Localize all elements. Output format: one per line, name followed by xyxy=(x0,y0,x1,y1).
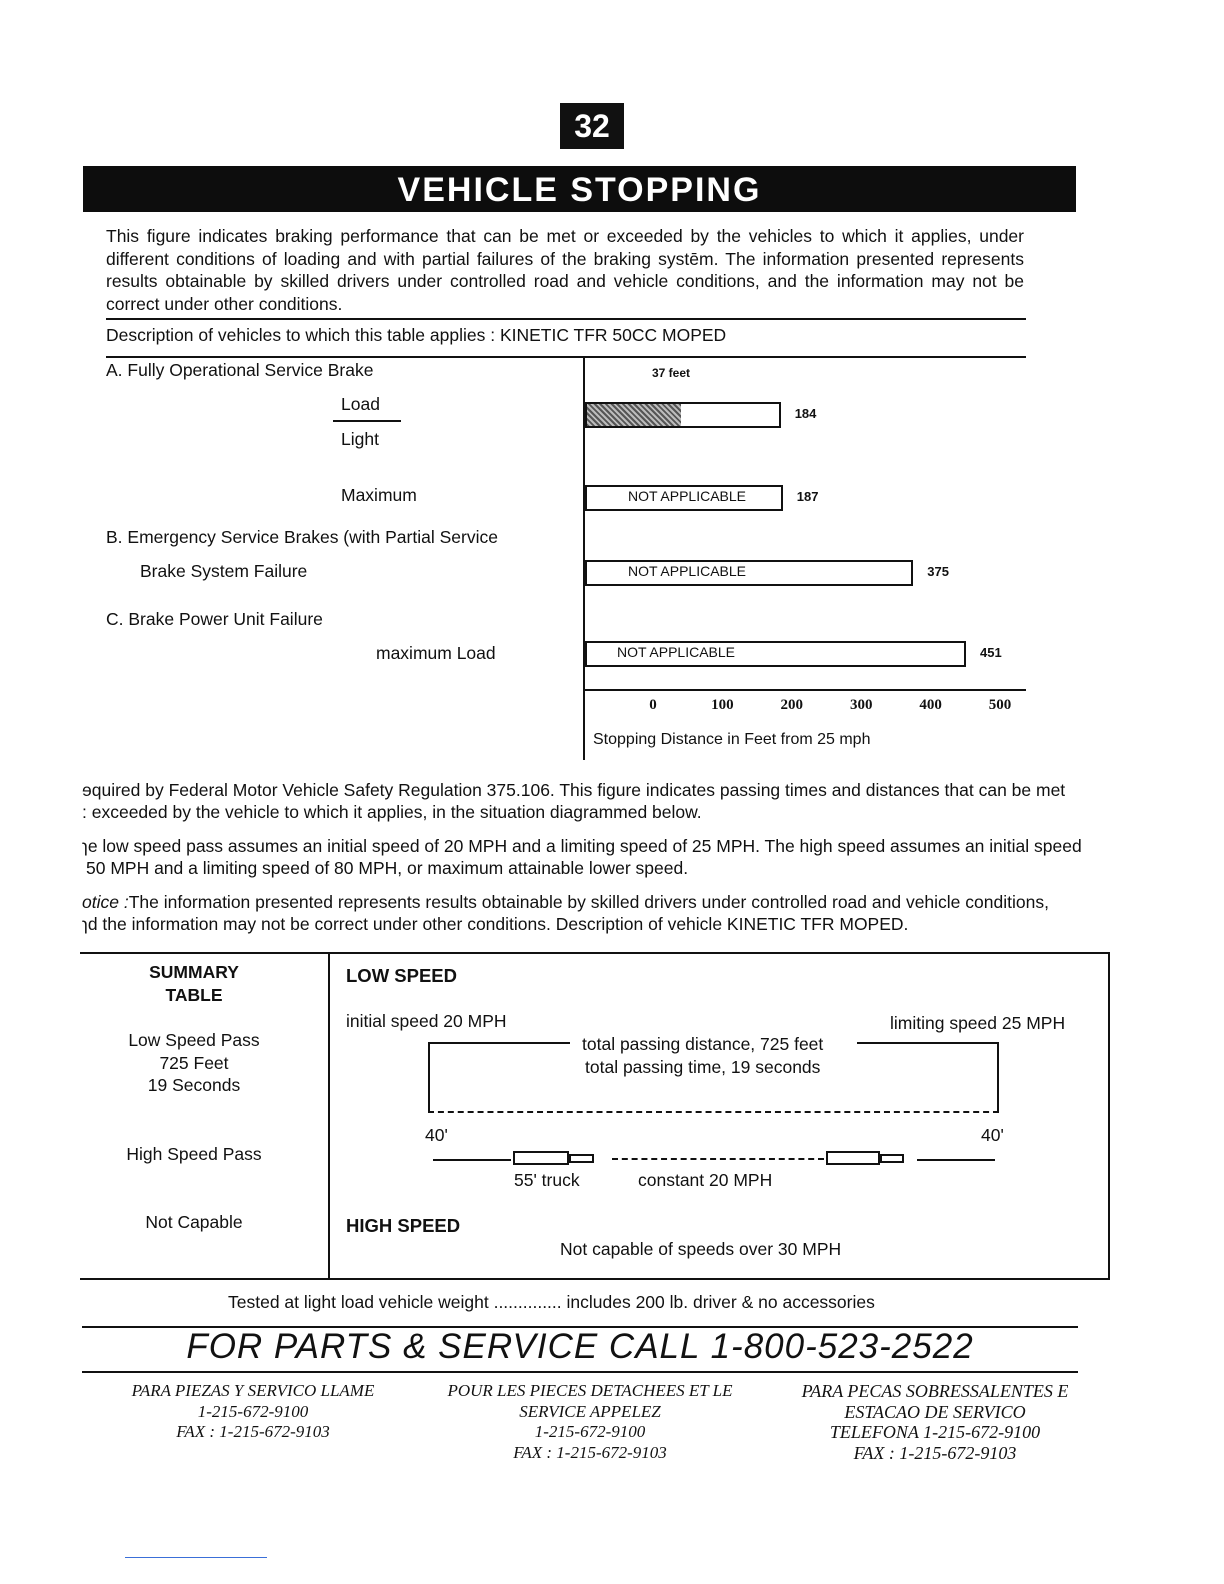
french-line-4: FAX : 1-215-672-9103 xyxy=(513,1442,667,1462)
x-tick-0: 0 xyxy=(649,697,657,713)
x-tick-300: 300 xyxy=(849,697,873,713)
table-divider xyxy=(328,952,330,1278)
x-axis-label: Stopping Distance in Feet from 25 mph xyxy=(593,731,871,748)
initial-speed: initial speed 20 MPH xyxy=(346,1011,507,1031)
left-line xyxy=(433,1159,511,1161)
regulation-line-5 xyxy=(82,891,1122,914)
service-call-line: FOR PARTS & SERVICE CALL 1-800-523-2522 xyxy=(186,1327,974,1366)
low-speed-summary xyxy=(80,1029,308,1097)
bar-text-4: NOT APPLICABLE xyxy=(617,644,736,660)
maximum-label: Maximum xyxy=(341,485,417,505)
load-label: Load xyxy=(341,394,380,414)
page-title: VEHICLE STOPPING xyxy=(83,166,1076,212)
summary-heading-2: TABLE xyxy=(165,984,223,1005)
french-line-1: POUR LES PIECES DETACHEES ET LE xyxy=(447,1381,733,1400)
intro-paragraph: This figure indicates braking performance that can be met or exceeded by the vehicles to which it applies, under different conditions of loading and with partial failures of the braking systēm. The information presented represents results obtainable by skilled drivers under controlled road and vehicle conditions, and the information may not be correct under other conditions. xyxy=(106,226,1024,314)
bracket-right xyxy=(997,1042,999,1112)
divider xyxy=(82,1371,1078,1373)
x-tick-200: 200 xyxy=(780,697,804,713)
gap-right: 40' xyxy=(981,1125,1004,1145)
notice-text: The information presented represents results obtainable by skilled drivers under controlled road and vehicle conditions, xyxy=(128,892,1049,912)
bar-text-3: NOT APPLICABLE xyxy=(628,563,747,579)
bar-value-4: 451 xyxy=(979,645,1002,660)
bottom-mark xyxy=(125,1557,267,1558)
high-speed-note: Not capable of speeds over 30 MPH xyxy=(560,1239,842,1259)
feet-note: 37 feet xyxy=(652,366,691,380)
x-tick-100: 100 xyxy=(711,697,734,713)
high-speed-heading: HIGH SPEED xyxy=(346,1215,461,1236)
page-number: 32 xyxy=(560,103,624,149)
truck-body-icon xyxy=(513,1151,569,1165)
regulation-line-6: ɿd the information may not be correct under other conditions. Description of vehicle KINETIC TFR MOPED. xyxy=(82,914,909,934)
x-tick-500: 500 xyxy=(988,697,1012,713)
vehicle-body-icon xyxy=(826,1151,880,1165)
maximum-load-label: maximum Load xyxy=(376,643,496,663)
portuguese-line-2: ESTACAO DE SERVICO xyxy=(844,1401,1026,1422)
section-c-label: C. Brake Power Unit Failure xyxy=(106,609,323,629)
bar-text-2: NOT APPLICABLE xyxy=(628,488,747,504)
bar-2 xyxy=(585,485,783,511)
notice-label: otice : xyxy=(82,892,129,912)
gap-left: 40' xyxy=(425,1125,448,1145)
bar-value-3: 375 xyxy=(927,564,949,579)
spanish-contact xyxy=(103,1381,403,1443)
bar-1 xyxy=(585,402,781,428)
french-contact xyxy=(420,1381,760,1463)
spanish-line-3: FAX : 1-215-672-9103 xyxy=(176,1422,330,1441)
limiting-speed: limiting speed 25 MPH xyxy=(890,1013,1066,1033)
portuguese-line-1: PARA PECAS SOBRESSALENTES E xyxy=(801,1381,1069,1401)
regulation-line-2: : exceeded by the vehicle to which it applies, in the situation diagrammed below. xyxy=(82,802,702,822)
bracket-top-left xyxy=(428,1042,570,1044)
bar-4 xyxy=(585,641,966,667)
vehicle-description: Description of vehicles to which this table applies : KINETIC TFR 50CC MOPED xyxy=(106,325,727,345)
spanish-line-2: 1-215-672-9100 xyxy=(197,1401,309,1421)
right-line xyxy=(917,1159,995,1161)
tested-note: Tested at light load vehicle weight .............. includes 200 lb. driver & no accessories xyxy=(228,1292,875,1312)
summary-heading xyxy=(80,961,308,1006)
high-speed-pass-label: High Speed Pass xyxy=(126,1144,262,1164)
portuguese-line-3: TELEFONA 1-215-672-9100 xyxy=(829,1422,1041,1442)
chart-x-axis xyxy=(583,689,1026,691)
constant-speed: constant 20 MPH xyxy=(638,1170,773,1190)
light-label: Light xyxy=(341,429,379,449)
bar-value-2: 187 xyxy=(796,489,819,504)
bar-3 xyxy=(585,560,913,586)
total-distance: total passing distance, 725 feet xyxy=(582,1034,824,1054)
truck-cab-icon xyxy=(569,1154,594,1163)
regulation-line-1: ɘquired by Federal Motor Vehicle Safety Regulation 375.106. This figure indicates passing times and distances that can be met xyxy=(82,780,1066,800)
bracket-dashed-baseline xyxy=(428,1111,999,1113)
portuguese-line-4: FAX : 1-215-672-9103 xyxy=(853,1442,1017,1463)
low-speed-seconds: 19 Seconds xyxy=(147,1075,241,1095)
total-time: total passing time, 19 seconds xyxy=(585,1057,821,1077)
bracket-top-right xyxy=(857,1042,999,1044)
low-speed-pass-label: Low Speed Pass xyxy=(128,1030,260,1050)
low-speed-heading: LOW SPEED xyxy=(346,965,458,986)
passing-path xyxy=(612,1158,824,1160)
section-a-label: A. Fully Operational Service Brake xyxy=(106,360,374,380)
low-speed-feet: 725 Feet xyxy=(159,1052,229,1073)
french-line-2: SERVICE APPELEZ xyxy=(519,1401,661,1421)
x-tick-400: 400 xyxy=(919,697,942,713)
vehicle-front-icon xyxy=(880,1154,904,1163)
bar-value-1: 184 xyxy=(794,406,817,421)
high-speed-value: Not Capable xyxy=(145,1212,243,1232)
regulation-line-4: 50 MPH and a limiting speed of 80 MPH, or maximum attainable lower speed. xyxy=(86,858,689,878)
section-b-label: B. Emergency Service Brakes (with Partial Service xyxy=(106,527,498,547)
summary-heading-1: SUMMARY xyxy=(149,962,239,982)
spanish-line-1: PARA PIEZAS Y SERVICO LLAME xyxy=(131,1381,375,1400)
section-b-label-2: Brake System Failure xyxy=(140,561,308,581)
bracket-left xyxy=(428,1042,430,1112)
bar-shaded-portion xyxy=(587,404,681,426)
truck-label: 55' truck xyxy=(514,1170,580,1190)
portuguese-contact xyxy=(775,1381,1095,1463)
french-line-3: 1-215-672-9100 xyxy=(534,1422,646,1441)
regulation-line-3: ɿe low speed pass assumes an initial speed of 20 MPH and a limiting speed of 25 MPH. The high speed assumes an initial speed xyxy=(82,836,1082,856)
